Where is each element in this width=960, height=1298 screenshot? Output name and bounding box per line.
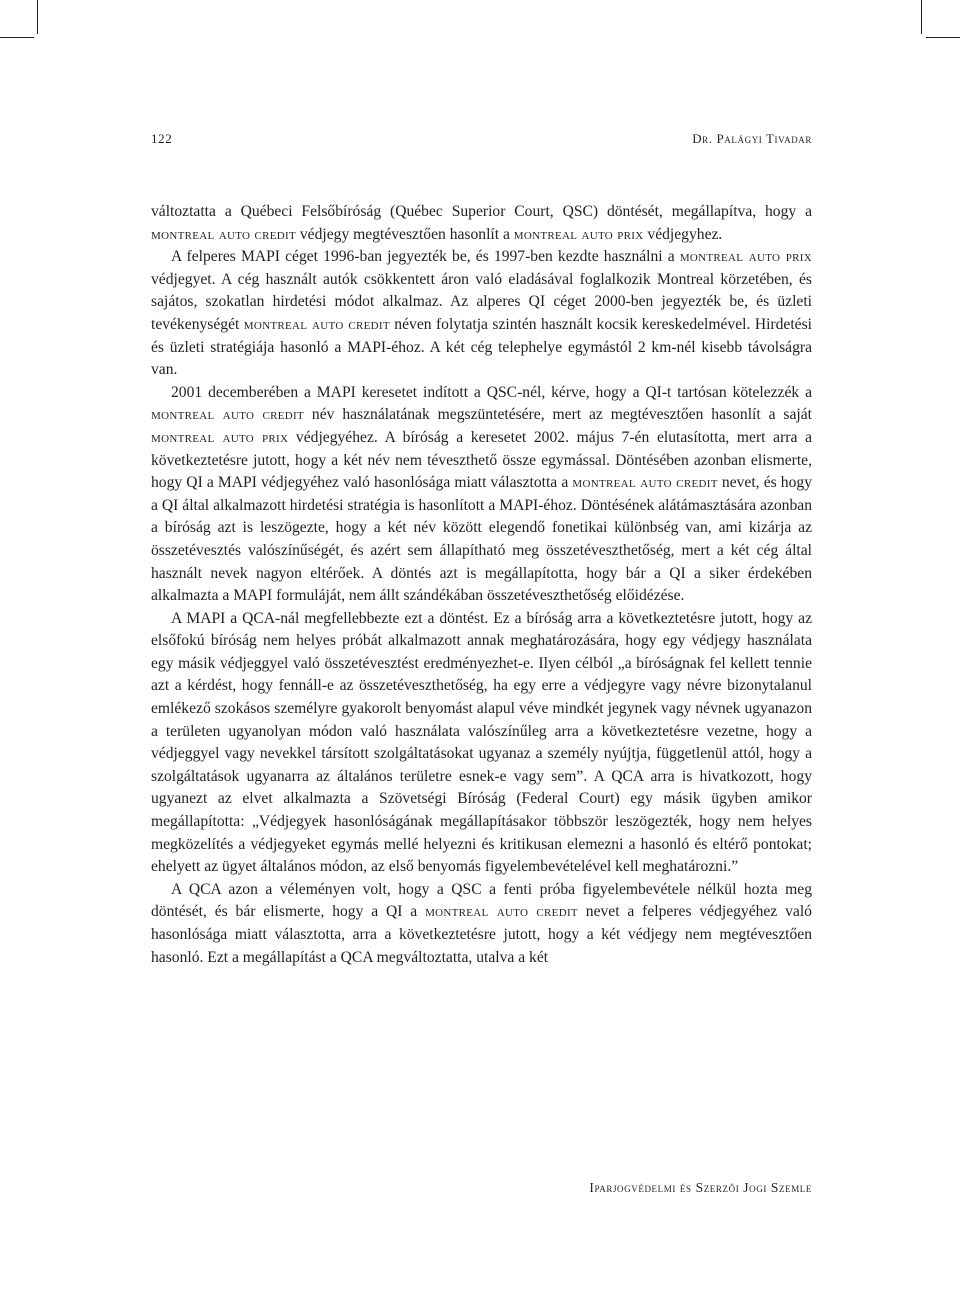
running-footer-journal: Iparjogvédelmi és Szerzői Jogi Szemle xyxy=(589,1180,812,1195)
running-header xyxy=(151,131,812,151)
running-header-author: Dr. Palágyi Tivadar xyxy=(692,131,812,146)
paragraph: 2001 decemberében a MAPI keresetet indított a QSC-nél, kérve, hogy a QI-t tartósan kötelezzék a montreal auto credit név használatának megszüntetésére, mert az megtévesztően hasonlít a saját montreal auto prix védjegyéhez. A bíróság a keresetet 2002. május 7-én elutasította, mert arra a következtetésre jutott, hogy a két név nem téveszthető össze egymással. Döntésében azonban elismerte, hogy QI a MAPI védjegyéhez való hasonlósága miatt választotta a montreal auto credit nevet, és hogy a QI által alkalmazott hirdetési stratégia is hasonlított a MAPI-éhoz. Döntésének alátámasztására azonban a bíróság azt is leszögezte, hogy a két név között elegendő fonetikai különbség van, ami kizárja az összetévesztés valószínűségét, és azért sem állapítható meg összetéveszthetőség, mert a két cég által használt nevek nagyon eltérőek. A döntés azt is megállapította, hogy bár a QI a siker érdekében alkalmazta a MAPI formuláját, nem állt szándékában összetéveszthetőség előidézése. xyxy=(151,383,812,605)
crop-mark-top-left-horizontal xyxy=(0,37,34,38)
trademark-name: montreal auto credit xyxy=(151,406,304,424)
trademark-name: montreal auto credit xyxy=(151,225,296,243)
trademark-name: montreal auto prix xyxy=(679,248,812,266)
paragraph: A MAPI a QCA-nál megfellebbezte ezt a döntést. Ez a bíróság arra a következtetésre jutott, hogy az elsőfokú bíróság nem helyes próbát alkalmazott annak meghatározására, hogy egy védjegy használata egy másik védjeggyel való összetévesztést eredményezhet-e. Ilyen célból „a bíróságnak fel kellett tennie azt a kérdést, hogy fennáll-e az összetéveszthetőség, ha egy erre a védjegyre vagy névre bizonytalanul emlékező szokásos személyre gyakorolt benyomást alapul véve mindkét jegynek vagy névnek ugyanazon a területen ugyanolyan módon való használata valószínűleg arra a következtetésre vezetne, hogy a védjeggyel vagy nevekkel társított szolgáltatásokat ugyanaz a személy nyújtja, függetlenül attól, hogy a szolgáltatások ugyanarra az általános területre esnek-e vagy sem”. A QCA arra is hivatkozott, hogy ugyanezt az elvet alkalmazta a Szövetségi Bíróság (Federal Court) egy másik ügyben amikor megállapította: „Védjegyek hasonlóságának megállapításakor többször leszögezték, hogy nem helyes megközelítés a védjegyeket egymás mellé helyezni és kritikusan elemezni a hasonló és eltérő pontokat; ehelyett az ügyet általános módon, az első benyomás figyelembevételével kell meghatározni.” xyxy=(151,609,812,876)
page-number: 122 xyxy=(151,131,173,146)
trademark-name: montreal auto prix xyxy=(151,428,289,446)
paragraph: változtatta a Québeci Felsőbíróság (Québec Superior Court, QSC) döntését, megállapítva, hogy a montreal auto credit védjegy megtévesztően hasonlít a montreal auto prix védjegyhez. xyxy=(151,203,812,243)
paragraph: A QCA azon a véleményen volt, hogy a QSC a fenti próba figyelembevétele nélkül hozta meg döntését, és bár elismerte, hogy a QI a montreal auto credit nevet a felperes védjegyéhez való hasonlósága miatt választotta, arra a következtetésre jutott, hogy a két védjegy nem megtévesztően hasonló. Ezt a megállapítást a QCA megváltoztatta, utalva a két xyxy=(151,880,812,966)
crop-mark-top-right-horizontal xyxy=(926,37,960,38)
paragraph: A felperes MAPI céget 1996-ban jegyezték be, és 1997-ben kezdte használni a montreal auto prix védjegyet. A cég használt autók csökkentett áron való eladásával foglalkozik Montreal körzetében, és sajátos, szokatlan hirdetési módot alkalmaz. Az alperes QI céget 2000-ben jegyezték be, és üzleti tevékenységét montreal auto credit néven folytatja szintén használt kocsik kereskedelmével. Hirdetési és üzleti stratégiája hasonló a MAPI-éhoz. A két cég telephelye egymástól 2 km-nél kisebb távolságra van. xyxy=(151,248,812,379)
crop-mark-top-right-vertical xyxy=(921,0,922,34)
trademark-name: montreal auto credit xyxy=(572,474,718,492)
article-body xyxy=(151,201,812,969)
crop-mark-top-left-vertical xyxy=(37,0,38,34)
trademark-name: montreal auto prix xyxy=(513,225,644,243)
trademark-name: montreal auto credit xyxy=(243,315,390,333)
trademark-name: montreal auto credit xyxy=(425,903,578,921)
